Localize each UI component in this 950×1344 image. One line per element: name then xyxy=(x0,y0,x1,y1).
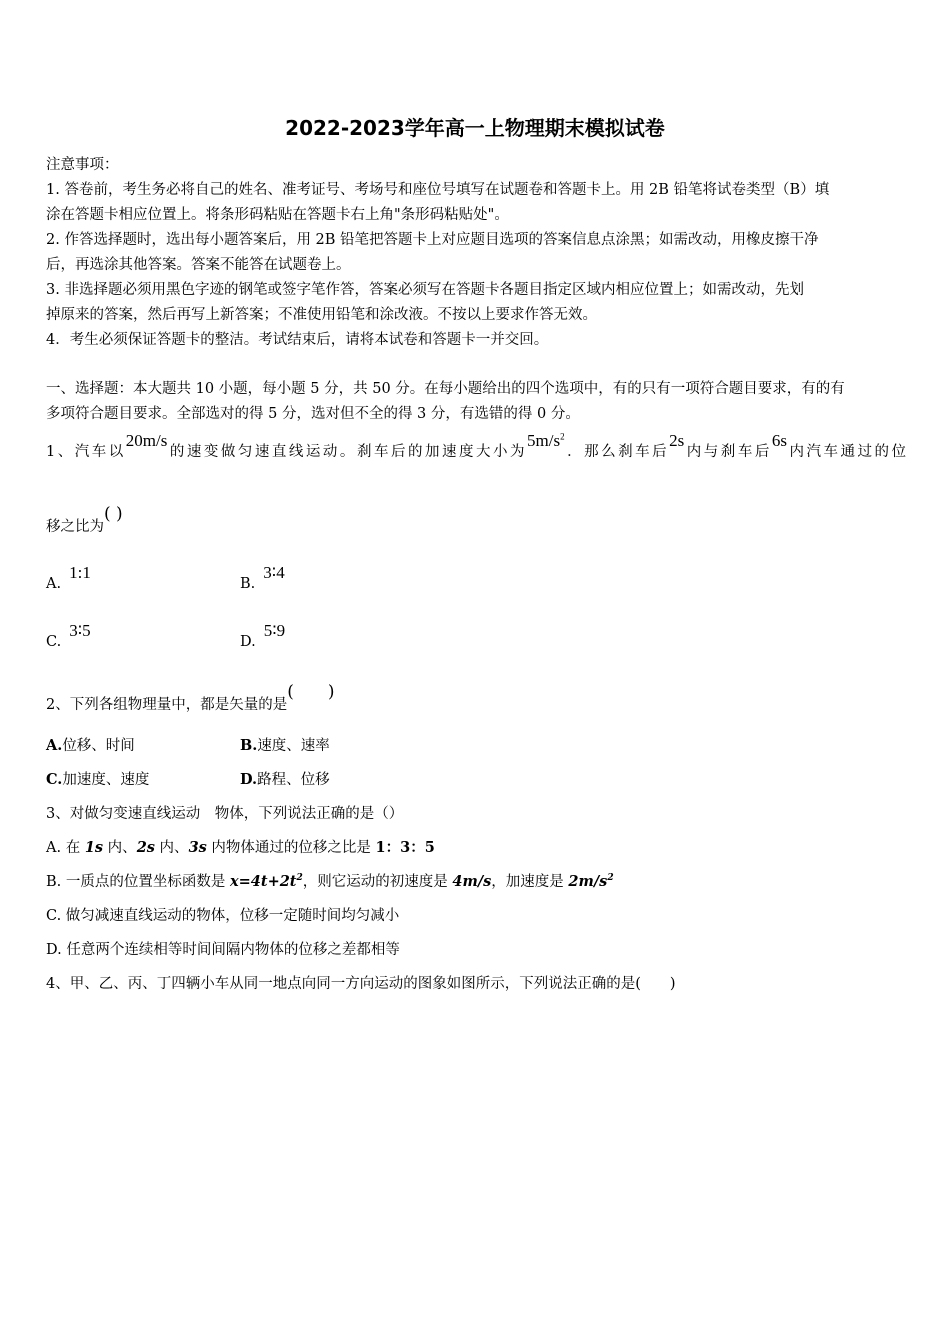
q2-option-b: B.速度、速率 xyxy=(240,737,330,754)
q1-option-b: B.3∶4 xyxy=(240,563,285,592)
q1-accel: $5m/s^2$ xyxy=(527,431,565,450)
notice-item-1a: 1. 答卷前，考生务必将自己的姓名、准考证号、考场号和座位号填写在试题卷和答题卡上。用 2B 铅笔将试卷类型（B）填 xyxy=(46,182,830,198)
notice-item-4: 4．考生必须保证答题卡的整洁。考试结束后，请将本试卷和答题卡一并交回。 xyxy=(46,332,549,348)
q1-time-1: 2s xyxy=(669,431,685,450)
q3-stem: 3、对做匀变速直线运动 物体，下列说法正确的是（） xyxy=(46,806,404,822)
q3-option-a: A. 在 1s 内、2s 内、3s 内物体通过的位移之比是 1：3：5 xyxy=(46,839,435,856)
q1-option-c: C.3∶5 xyxy=(46,621,91,650)
q1-stem-line1: 1、汽车以20m/s的速变做匀速直线运动。刹车后的加速度大小为$5m/s^2$．那么刹车后2s内与刹车后6s内汽车通过的位 xyxy=(46,431,907,460)
q1-speed: 20m/s xyxy=(125,431,168,450)
notice-item-3a: 3. 非选择题必须用黑色字迹的钢笔或签字笔作答，答案必须写在答题卡各题目指定区域内相应位置上；如需改动，先划 xyxy=(46,282,804,298)
q3-option-c: C. 做匀减速直线运动的物体，位移一定随时间均匀减小 xyxy=(46,908,400,924)
q2-option-a: A.位移、时间 xyxy=(46,737,135,754)
q1-option-a: A.1:1 xyxy=(46,563,91,592)
q2-option-c: C.加速度、速度 xyxy=(46,771,150,788)
q1-time-2: 6s xyxy=(771,431,787,450)
section1-intro-2: 多项符合题目要求。全部选对的得 5 分，选对但不全的得 3 分，有选错的得 0 分。 xyxy=(46,406,580,422)
section1-intro-1: 一、选择题：本大题共 10 小题，每小题 5 分，共 50 分。在每小题给出的四个选项中，有的只有一项符合题目要求，有的有 xyxy=(46,381,845,397)
q2-option-d: D.路程、位移 xyxy=(240,771,330,788)
q3-option-b: B. 一质点的位置坐标函数是 $x=4t+2t^2$，则它运动的初速度是 4m/s，加速度是 $2m/s^2$ xyxy=(46,873,614,890)
notice-item-3b: 掉原来的答案，然后再写上新答案；不准使用铅笔和涂改液。不按以上要求作答无效。 xyxy=(46,307,597,323)
notice-heading: 注意事项： xyxy=(46,157,119,173)
exam-title: 2022-2023学年高一上物理期末模拟试卷 xyxy=(285,116,665,140)
q1-stem-line2: 移之比为( ) xyxy=(46,504,123,535)
notice-item-1b: 涂在答题卡相应位置上。将条形码粘贴在答题卡右上角"条形码粘贴处"。 xyxy=(46,207,509,223)
q2-answer-paren: ( ) xyxy=(287,682,335,702)
q1-option-d: D.5∶9 xyxy=(240,621,286,650)
q4-stem: 4、甲、乙、丙、丁四辆小车从同一地点向同一方向运动的图象如图所示，下列说法正确的是( ) xyxy=(46,976,676,992)
notice-item-2b: 后，再选涂其他答案。答案不能答在试题卷上。 xyxy=(46,257,351,273)
notice-item-2a: 2. 作答选择题时，选出每小题答案后，用 2B 铅笔把答题卡上对应题目选项的答案信息点涂黑；如需改动，用橡皮擦干净 xyxy=(46,232,819,248)
q3-option-d: D. 任意两个连续相等时间间隔内物体的位移之差都相等 xyxy=(46,942,400,958)
q2-stem: 2、下列各组物理量中，都是矢量的是( ) xyxy=(46,682,335,713)
q1-answer-paren: ( ) xyxy=(104,504,123,524)
q3-position-formula: $x=4t+2t^2$ xyxy=(229,873,303,890)
